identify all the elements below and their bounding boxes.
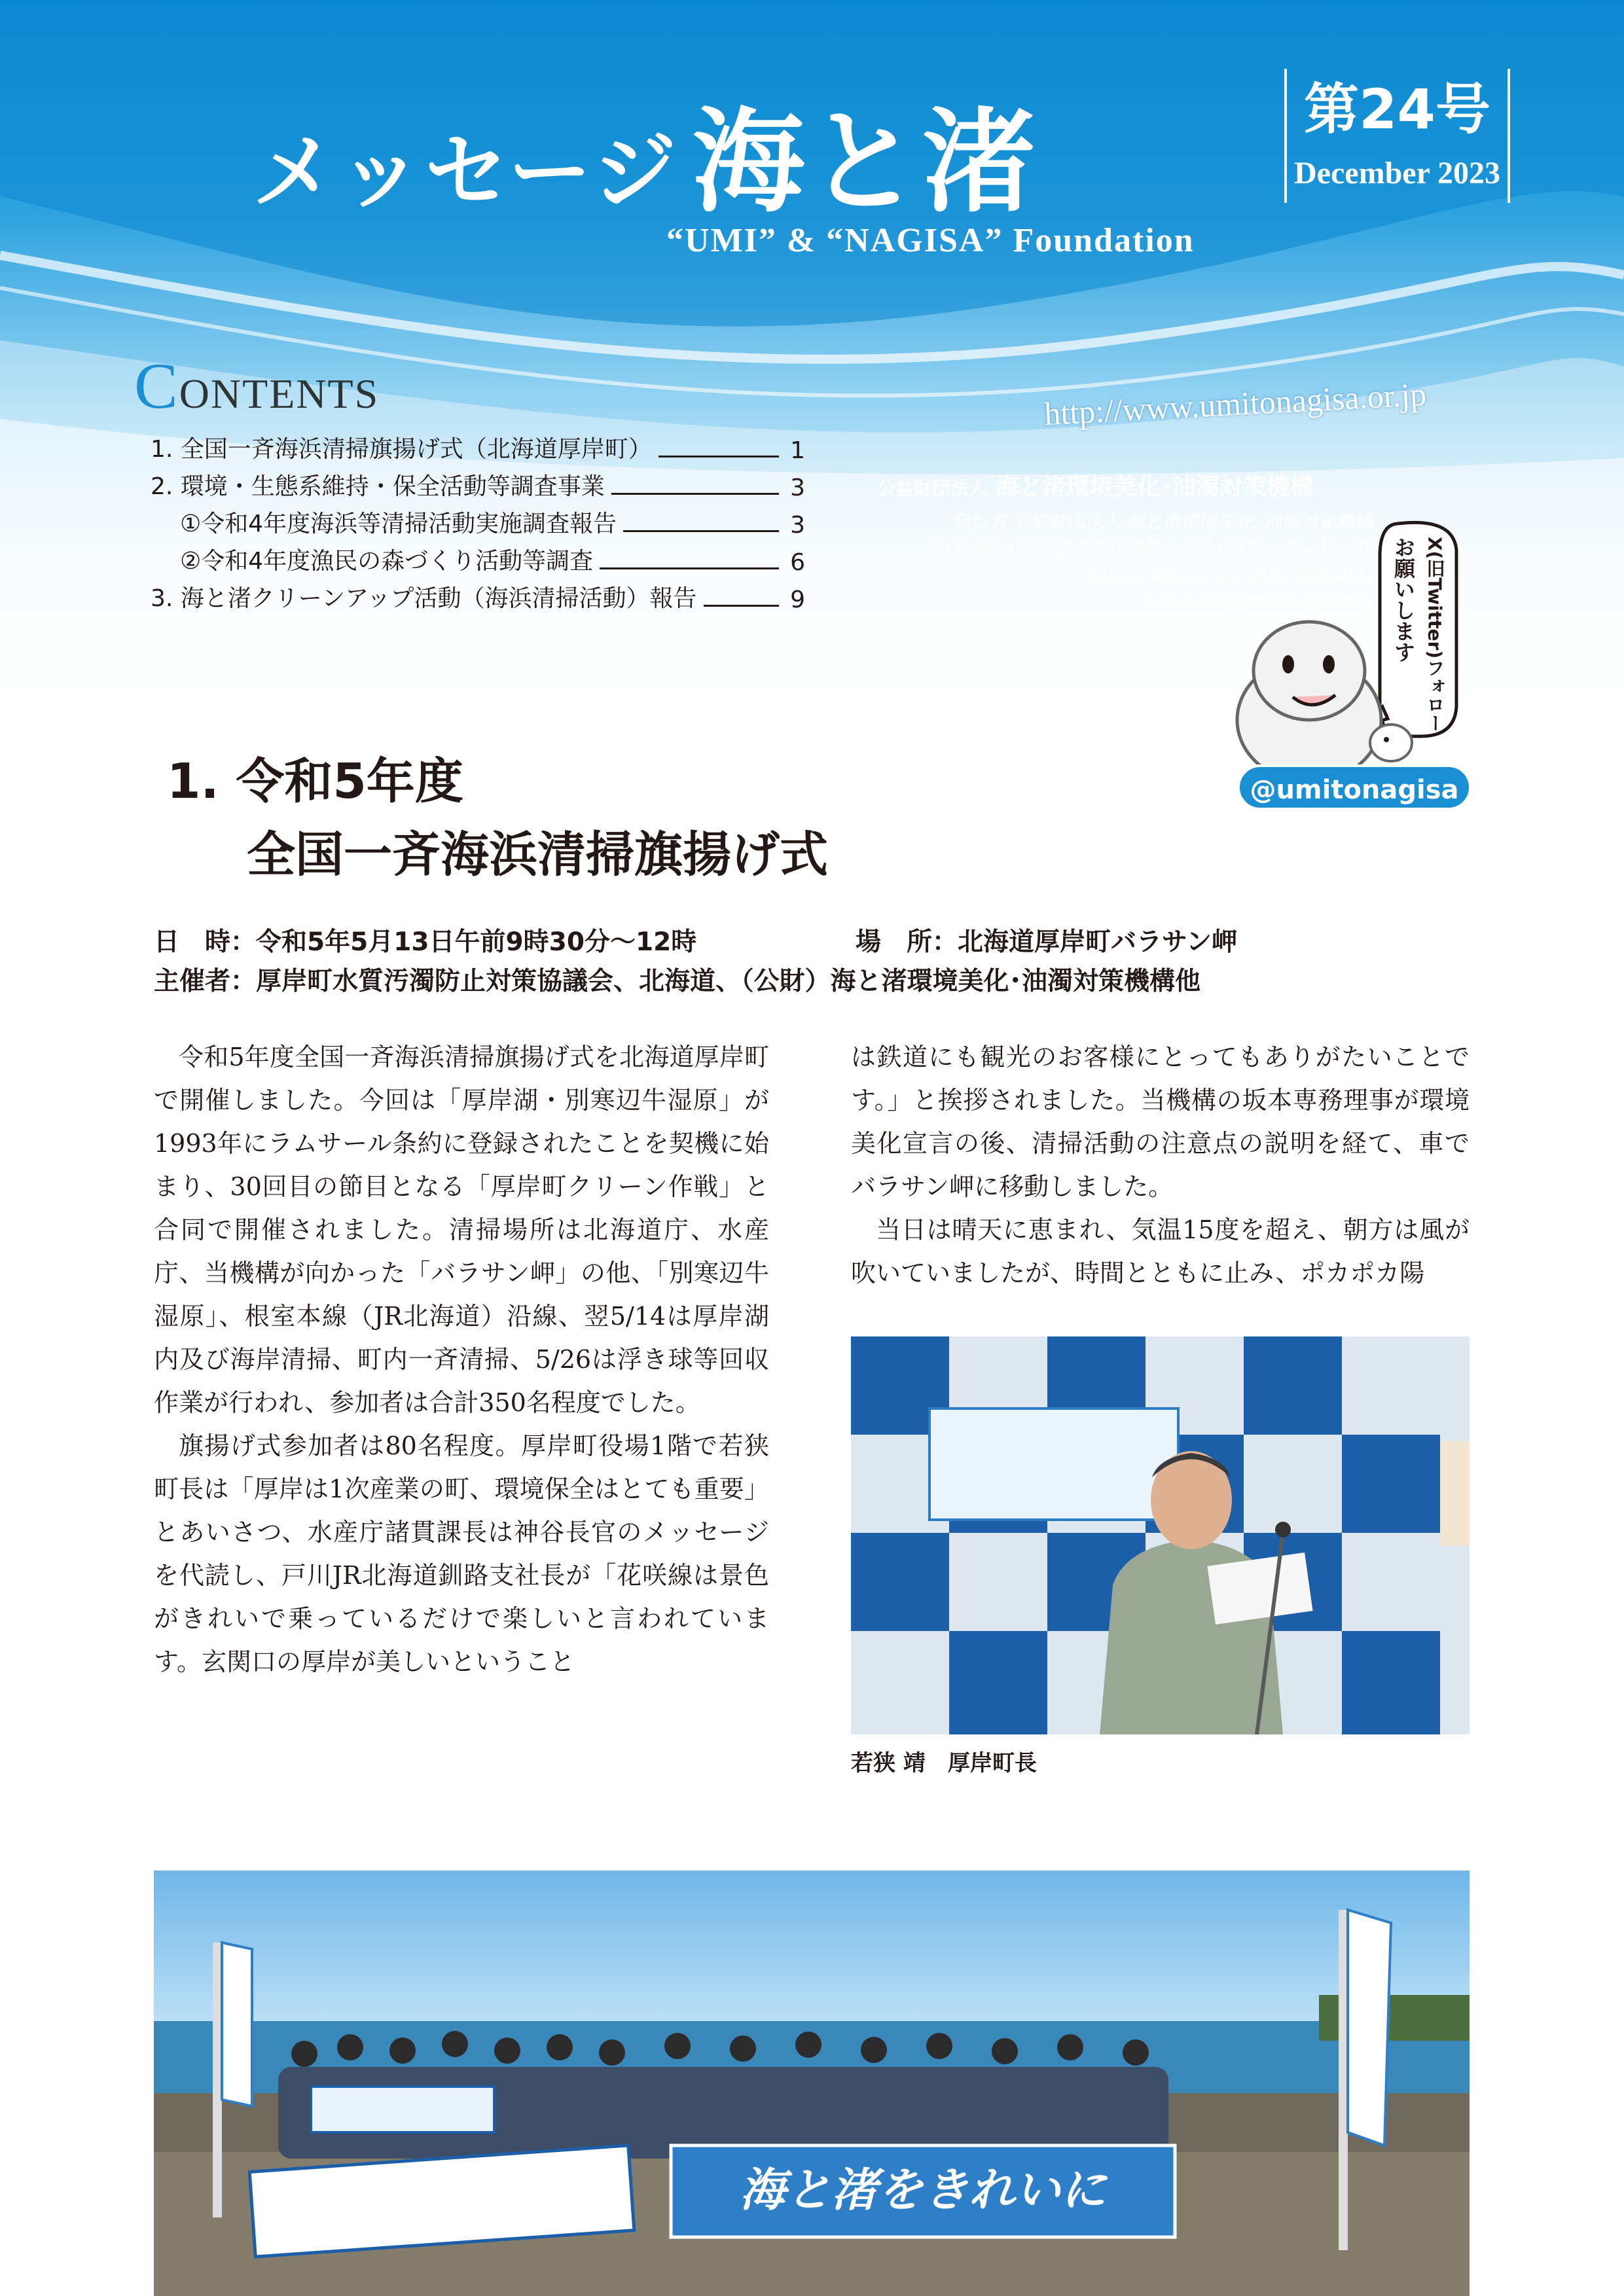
publisher-issuer: 発行者 公益財団法人 海と渚環境美化･油濁対策機構 — [952, 512, 1375, 533]
publisher-org — [877, 469, 1375, 502]
article-paragraph: 当日は晴天に恵まれ、気温15度を超え、朝方は風が吹いていましたが、時間とともに止み、ポカポカ陽 — [851, 1215, 1470, 1287]
article-paragraph: 旗揚げ式参加者は80名程度。厚岸町役場1階で若狭町長は「厚岸は1次産業の町、環境保全はとても重要」とあいさつ、水産庁諸貫課長は神谷長官のメッセージを代読し、戸川JR北海道釧路支社長が「花咲線は景色がきれいで乗っているだけで楽しいと言われています。玄関口の厚岸が美しいということ — [154, 1431, 769, 1676]
toc-leader — [600, 567, 779, 569]
masthead-kana: メッセージ — [252, 124, 679, 221]
bubble-text-line1: X(旧Twitter)フォロー — [1424, 537, 1446, 732]
event-datetime: 日 時：令和5年5月13日午前9時30分～12時 — [154, 927, 697, 957]
group-beach-photo — [154, 1871, 1470, 2296]
toc-item-title: ②令和4年度漁民の森づくり活動等調査 — [180, 548, 594, 575]
issue-number: 第24号 — [1304, 77, 1490, 141]
event-organizer: 主催者：厚岸町水質汚濁防止対策協議会、北海道、（公財）海と渚環境美化･油濁対策機構他 — [154, 967, 1201, 996]
publisher-prefix: 公益財団法人 — [877, 478, 988, 499]
mayor-speech-photo — [851, 1336, 1470, 1734]
toc-item[interactable] — [151, 576, 805, 613]
toc-item-page: 3 — [790, 512, 805, 539]
photo-caption: 若狭 靖 厚岸町長 — [851, 1750, 1037, 1776]
toc-leader — [704, 605, 779, 607]
article-heading — [167, 745, 828, 891]
toc-item-title: 2. 環境・生態系維持・保全活動等調査事業 — [151, 473, 605, 500]
website-url[interactable]: http://www.umitonagisa.or.jp — [1043, 375, 1428, 433]
toc-leader — [659, 456, 779, 457]
publisher-email[interactable]: E-mail info@umitonagisa.or.jp — [1146, 591, 1375, 611]
masthead-kanji: 海と渚 — [692, 96, 1038, 228]
event-meta — [154, 923, 1238, 1001]
article-heading-line2: 全国一斉海浜清掃旗揚げ式 — [247, 827, 828, 883]
toc-item-page: 1 — [790, 437, 805, 464]
table-of-contents — [151, 427, 805, 613]
article-paragraph: は鉄道にも観光のお客様にとってもありがたいことです。」と挨拶されました。当機構の坂本専務理事が環境美化宣言の後、清掃活動の注意点の説明を経て、車でバラサン岬に移動しました。 — [851, 1043, 1470, 1201]
banner-text: 海と渚をきれいに — [740, 2163, 1106, 2217]
toc-item[interactable] — [151, 464, 805, 501]
toc-item[interactable] — [151, 427, 805, 464]
contents-heading — [134, 348, 379, 423]
toc-item[interactable] — [151, 539, 805, 576]
article-column-right — [851, 1035, 1470, 1295]
toc-item-page: 3 — [790, 475, 805, 501]
issue-date: December 2023 — [1294, 156, 1500, 190]
foundation-subtitle: “UMI” & “NAGISA” Foundation — [666, 222, 1195, 259]
masthead-title — [252, 72, 1038, 234]
article-paragraph: 令和5年度全国一斉海浜清掃旗揚げ式を北海道厚岸町で開催しました。今回は「厚岸湖・別寒辺牛湿原」が1993年にラムサール条約に登録されたことを契機に始まり、30回目の節目となる「厚岸町クリーン作戦」と合同で開催されました。清掃場所は北海道庁、水産庁、当機構が向かった「バラサン岬」の他、「別寒辺牛湿原」、根室本線（JR北海道）沿線、翌5/14は厚岸湖内及び海岸清掃、町内一斉清掃、5/26は浮き球等回収作業が行われ、参加者は合計350名程度でした。 — [154, 1043, 769, 1417]
toc-leader — [611, 493, 779, 495]
issue-box — [1284, 69, 1510, 203]
article-column-left — [154, 1035, 769, 1683]
contents-heading-rest: ONTENTS — [179, 370, 380, 417]
meta-row-organizer — [154, 962, 1200, 1001]
mayor-photo-drawing — [851, 1336, 1470, 1734]
article-heading-line1: 1. 令和5年度 — [167, 753, 463, 810]
toc-item[interactable] — [151, 501, 805, 539]
bubble-text-line2: お願いします — [1391, 537, 1416, 662]
toc-item-title: ①令和4年度海浜等清掃活動実施調査報告 — [180, 511, 617, 537]
publisher-name: 海と渚環境美化･油濁対策機構 — [995, 474, 1314, 501]
toc-item-title: 1. 全国一斉海浜清掃旗揚げ式（北海道厚岸町） — [151, 436, 652, 463]
toc-item-title: 3. 海と渚クリーンアップ活動（海浜清掃活動）報告 — [151, 585, 697, 612]
publisher-address: 〒113-0034 東京都文京区湯島2-31-24 湯島ベアービル7F — [926, 539, 1375, 559]
toc-item-page: 6 — [790, 549, 805, 576]
toc-item-page: 9 — [790, 586, 805, 613]
meta-row-datetime — [154, 923, 1238, 962]
contents-heading-cap: C — [134, 350, 179, 422]
publisher-phone: TEL 03-5800-0130 FAX 03-5800-0131 — [1085, 565, 1375, 585]
group-photo-drawing — [154, 1871, 1470, 2296]
toc-leader — [623, 530, 779, 532]
x-handle-badge[interactable]: @umitonagisa — [1237, 764, 1471, 810]
event-place: 場 所：北海道厚岸町バラサン岬 — [856, 927, 1238, 957]
